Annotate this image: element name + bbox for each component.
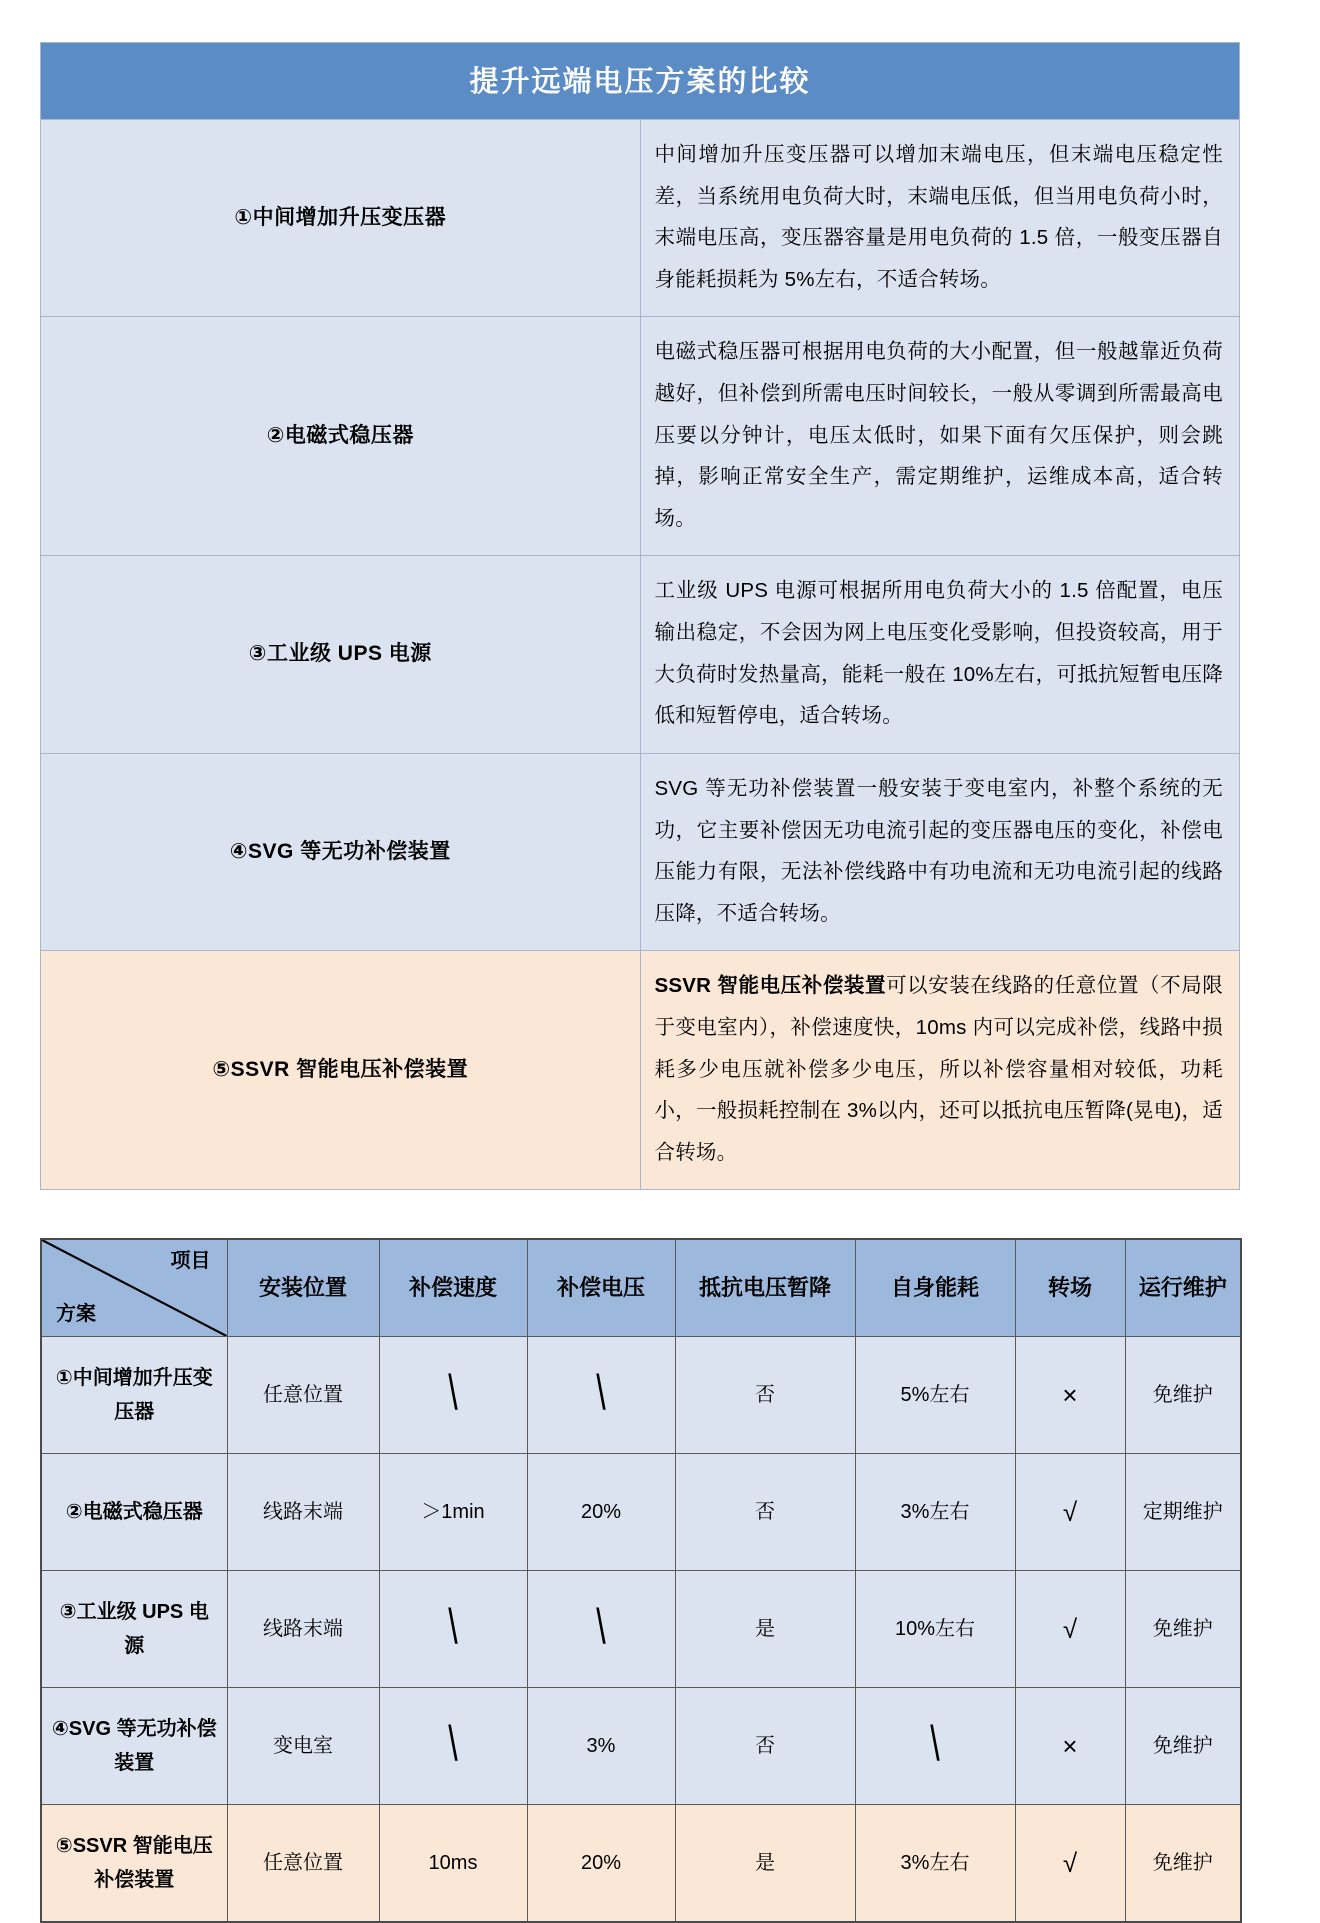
matrix-axis-label-col: 方案 xyxy=(56,1303,96,1326)
matrix-header-row xyxy=(41,1239,1241,1337)
table-row xyxy=(41,1454,1241,1571)
table-row xyxy=(41,1571,1241,1688)
matrix-cell: ＞1min xyxy=(379,1454,527,1571)
matrix-cell: 5%左右 xyxy=(855,1337,1015,1454)
scheme-body-3: 工业级 UPS 电源可根据所用电负荷大小的 1.5 倍配置，电压输出稳定，不会因为网上电压变化受影响，但投资较高，用于大负荷时发热量高，能耗一般在 10%左右，可抵抗短暂电压降低和短暂停电，适合转场。 xyxy=(640,556,1240,753)
matrix-cell: 20% xyxy=(527,1454,675,1571)
matrix-header-relocation: 转场 xyxy=(1015,1239,1125,1337)
scheme-body-1: 中间增加升压变压器可以增加末端电压，但末端电压稳定性差，当系统用电负荷大时，末端电压低，但当用电负荷小时，末端电压高，变压器容量是用电负荷的 1.5 倍，一般变压器自身能耗损耗为 5%左右，不适合转场。 xyxy=(640,120,1240,317)
cross-mark-icon: × xyxy=(1062,1731,1078,1762)
matrix-cell: 变电室 xyxy=(227,1688,379,1805)
matrix-cell xyxy=(1015,1688,1125,1805)
scheme-description-table xyxy=(40,42,1240,1190)
matrix-axis-label-row: 项目 xyxy=(170,1250,211,1273)
matrix-header-self-consumption: 自身能耗 xyxy=(855,1239,1015,1337)
matrix-cell: 20% xyxy=(527,1805,675,1923)
not-applicable-slash-icon: \ xyxy=(596,1599,606,1655)
matrix-cell: 3%左右 xyxy=(855,1454,1015,1571)
matrix-header-compensation-speed: 补偿速度 xyxy=(379,1239,527,1337)
matrix-row-label-5: ⑤SSVR 智能电压补偿装置 xyxy=(41,1805,227,1923)
scheme-label-3: ③工业级 UPS 电源 xyxy=(41,556,641,753)
matrix-header-sag-resistance: 抵抗电压暂降 xyxy=(675,1239,855,1337)
scheme-comparison-matrix xyxy=(40,1238,1242,1923)
matrix-cell xyxy=(379,1571,527,1688)
table-row-highlighted xyxy=(41,951,1240,1190)
cross-mark-icon: × xyxy=(1062,1380,1078,1411)
matrix-row-label-4: ④SVG 等无功补偿装置 xyxy=(41,1688,227,1805)
table-row xyxy=(41,753,1240,950)
matrix-cell xyxy=(855,1688,1015,1805)
table-spacer xyxy=(40,1190,1280,1238)
matrix-cell xyxy=(527,1571,675,1688)
matrix-header-install-location: 安装位置 xyxy=(227,1239,379,1337)
matrix-cell: 3% xyxy=(527,1688,675,1805)
check-mark-icon: √ xyxy=(1062,1848,1078,1879)
scheme-body-5-rest: 可以安装在线路的任意位置（不局限于变电室内），补偿速度快，10ms 内可以完成补偿，线路中损耗多少电压就补偿多少电压，所以补偿容量相对较低，功耗小，一般损耗控制在 3%以内，还可以抵抗电压暂降(晃电)，适合转场。 xyxy=(654,974,1223,1164)
matrix-cell xyxy=(1015,1805,1125,1923)
matrix-row-label-2: ②电磁式稳压器 xyxy=(41,1454,227,1571)
matrix-cell: 免维护 xyxy=(1125,1805,1241,1923)
matrix-cell: 线路末端 xyxy=(227,1571,379,1688)
matrix-cell: 10ms xyxy=(379,1805,527,1923)
matrix-cell xyxy=(379,1337,527,1454)
matrix-cell: 3%左右 xyxy=(855,1805,1015,1923)
matrix-cell: 否 xyxy=(675,1688,855,1805)
table-row xyxy=(41,120,1240,317)
not-applicable-slash-icon: \ xyxy=(930,1716,940,1772)
not-applicable-slash-icon: \ xyxy=(448,1599,458,1655)
matrix-header-maintenance: 运行维护 xyxy=(1125,1239,1241,1337)
scheme-label-1: ①中间增加升压变压器 xyxy=(41,120,641,317)
matrix-cell xyxy=(1015,1337,1125,1454)
matrix-cell: 定期维护 xyxy=(1125,1454,1241,1571)
matrix-row-label-3: ③工业级 UPS 电源 xyxy=(41,1571,227,1688)
scheme-label-5: ⑤SSVR 智能电压补偿装置 xyxy=(41,951,641,1190)
scheme-label-2: ②电磁式稳压器 xyxy=(41,317,641,556)
matrix-cell: 否 xyxy=(675,1454,855,1571)
matrix-corner-cell xyxy=(41,1239,227,1337)
matrix-cell: 任意位置 xyxy=(227,1805,379,1923)
matrix-cell: 是 xyxy=(675,1805,855,1923)
scheme-body-4: SVG 等无功补偿装置一般安装于变电室内，补整个系统的无功，它主要补偿因无功电流引起的变压器电压的变化，补偿电压能力有限，无法补偿线路中有功电流和无功电流引起的线路压降，不适合转场。 xyxy=(640,753,1240,950)
scheme-body-2: 电磁式稳压器可根据用电负荷的大小配置，但一般越靠近负荷越好，但补偿到所需电压时间较长，一般从零调到所需最高电压要以分钟计，电压太低时，如果下面有欠压保护，则会跳掉，影响正常安全生产，需定期维护，运维成本高，适合转场。 xyxy=(640,317,1240,556)
scheme-body-5-lead: SSVR 智能电压补偿装置 xyxy=(654,974,887,998)
scheme-label-4: ④SVG 等无功补偿装置 xyxy=(41,753,641,950)
matrix-cell: 10%左右 xyxy=(855,1571,1015,1688)
matrix-cell: 是 xyxy=(675,1571,855,1688)
matrix-cell: 线路末端 xyxy=(227,1454,379,1571)
table-row-highlighted xyxy=(41,1805,1241,1923)
table-row xyxy=(41,1688,1241,1805)
not-applicable-slash-icon: \ xyxy=(596,1365,606,1421)
check-mark-icon: √ xyxy=(1062,1614,1078,1645)
matrix-cell xyxy=(527,1337,675,1454)
matrix-cell: 免维护 xyxy=(1125,1337,1241,1454)
matrix-header-compensation-voltage: 补偿电压 xyxy=(527,1239,675,1337)
table-title-row xyxy=(41,43,1240,120)
not-applicable-slash-icon: \ xyxy=(448,1716,458,1772)
not-applicable-slash-icon: \ xyxy=(448,1365,458,1421)
matrix-cell: 任意位置 xyxy=(227,1337,379,1454)
matrix-cell xyxy=(1015,1571,1125,1688)
matrix-cell xyxy=(1015,1454,1125,1571)
check-mark-icon: √ xyxy=(1062,1497,1078,1528)
scheme-body-5 xyxy=(640,951,1240,1190)
table-row xyxy=(41,317,1240,556)
table-row xyxy=(41,556,1240,753)
matrix-row-label-1: ①中间增加升压变压器 xyxy=(41,1337,227,1454)
table-row xyxy=(41,1337,1241,1454)
page-title: 提升远端电压方案的比较 xyxy=(41,43,1240,120)
matrix-cell: 否 xyxy=(675,1337,855,1454)
matrix-cell: 免维护 xyxy=(1125,1571,1241,1688)
matrix-cell: 免维护 xyxy=(1125,1688,1241,1805)
matrix-cell xyxy=(379,1688,527,1805)
